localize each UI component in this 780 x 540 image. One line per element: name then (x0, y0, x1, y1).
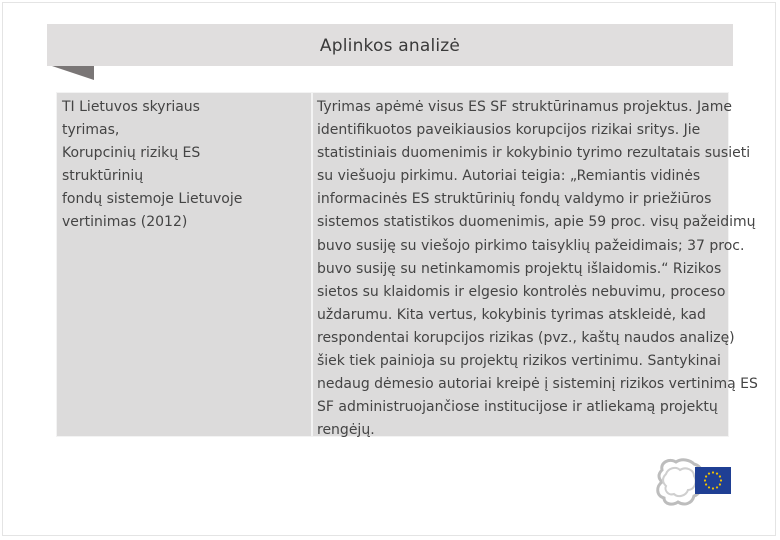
source-text-line: vertinimas (2012) (62, 214, 188, 231)
source-cell (62, 96, 302, 235)
description-text-line: su viešuoju pirkimu. Autoriai teigia: „Remiantis vidinės (317, 168, 701, 185)
description-cell (317, 96, 758, 442)
description-text-line: SF administruojančiose institucijose ir atliekamą projektų (317, 399, 718, 416)
description-text-line: informacinės ES struktūrinių fondų valdymo ir priežiūros (317, 191, 712, 208)
eu-star-icon (708, 472, 710, 474)
eu-star-icon (720, 479, 722, 481)
source-text-line: TI Lietuvos skyriaus (62, 99, 200, 115)
description-text-line: nedaug dėmesio autoriai kreipė į sisteminį rizikos vertinimą ES (317, 376, 758, 393)
eu-star-icon (705, 483, 707, 485)
content-table (56, 92, 758, 439)
eu-star-icon (719, 475, 721, 477)
source-text-line: Korupcinių rizikų ES (62, 145, 201, 162)
eu-star-icon (716, 472, 718, 474)
description-text-line: buvo susiję su netinkamomis projektų išlaidomis.“ Rizikos (317, 260, 722, 277)
eu-flag-icon (695, 467, 731, 494)
eu-star-icon (712, 471, 714, 473)
description-text-line: rengėjų. (317, 422, 375, 439)
description-text-line: šiek tiek painioja su projektų rizikos vertinimu. Santykinai (317, 353, 721, 370)
eu-star-icon (705, 475, 707, 477)
title-bar (47, 24, 733, 66)
eu-star-icon (704, 479, 706, 481)
eu-star-icon (708, 486, 710, 488)
title-tab-accent (52, 66, 94, 80)
slide-title: Aplinkos analizė (319, 36, 461, 56)
description-text-line: sistemos statistikos duomenimis, apie 59 proc. visų pažeidimų (317, 214, 756, 231)
eu-star-icon (712, 487, 714, 489)
column-divider (311, 93, 313, 436)
source-text-line: fondų sistemoje Lietuvoje (62, 191, 243, 208)
description-text-line: statistiniais duomenimis ir kokybinio tyrimo rezultatais susieti (317, 145, 751, 162)
description-text-line: Tyrimas apėmė visus ES SF struktūrinamus projektus. Jame (317, 99, 732, 115)
source-text-line: struktūrinių (62, 168, 144, 185)
description-text-line: buvo susiję su viešojo pirkimo taisyklių pažeidimais; 37 proc. (317, 237, 745, 254)
eu-star-icon (716, 486, 718, 488)
description-text-line: sietos su klaidomis ir elgesio kontrolės nebuvimu, proceso (317, 283, 726, 300)
description-text-line: respondentai korupcijos rizikas (pvz., kaštų naudos analizę) (317, 329, 735, 346)
description-text-line: identifikuotos paveikiausios korupcijos rizikai sritys. Jie (317, 122, 701, 139)
description-text-line: uždarumu. Kita vertus, kokybinis tyrimas atskleidė, kad (317, 306, 706, 323)
eu-star-icon (719, 483, 721, 485)
source-text-line: tyrimas, (62, 122, 120, 139)
